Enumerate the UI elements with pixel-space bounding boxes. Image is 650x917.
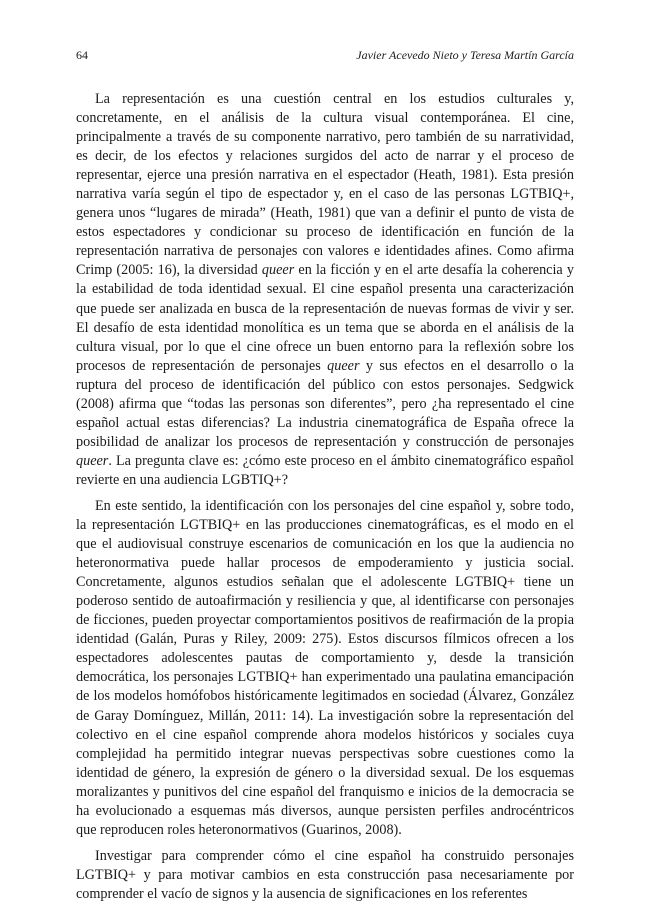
italic-term: queer: [76, 452, 109, 469]
text-segment: en la ficción y en el arte desafía la coherencia y la estabilidad de toda identidad sexual. El cine español presenta una caracterización que puede ser analizada en busca de la representación de nuevas formas de vivir y ser. El desafío de esta identidad monolítica es un tema que se aborda en el análisis de la cultura visual, por lo que el cine ofrece un buen entorno para la reflexión sobre los procesos de representación de personajes: [76, 262, 574, 374]
text-segment: La representación es una cuestión central en los estudios culturales y, concretamente, en el análisis de la cultura visual contemporánea. El cine, principalmente a través de su componente narrativo, pero también de su narratividad, es decir, de los efectos y relaciones surgidos del acto de narrar y el proceso de representar, ejerce una presión narrativa en el espectador (Heath, 1981). Esta presión narrativa varía según el tipo de espectador y, en el caso de las personas LGTBIQ+, genera unos “lugares de mirada” (Heath, 1981) que van a definir el punto de vista de estos espectadores y condicionar su proceso de identificación en función de la representación narrativa de personajes con valores e identidades afines. Como afirma Crimp (2005: 16), la diversidad: [76, 91, 574, 279]
text-segment: En este sentido, la identificación con los personajes del cine español y, sobre todo, la representación LGTBIQ+ en las producciones cinematográficas, es el modo en el que el audiovisual construye escenarios de comunicación en los que la audiencia no heteronormativa puede hallar procesos de empoderamiento y justicia social. Concretamente, algunos estudios señalan que el adolescente LGTBIQ+ tiene un poderoso sentido de autoafirmación y resiliencia y que, al identificarse con personajes de ficciones, pueden proyectar comportamientos positivos de reafirmación de la propia identidad (Galán, Puras y Riley, 2009: 275). Estos discursos fílmicos ofrecen a los espectadores adolescentes pautas de comportamiento y, desde la transición democrática, los personajes LGTBIQ+ han experimentado una paulatina emancipación de los modelos homófobos históricamente legitimados en sociedad (Álvarez, González de Garay Domínguez, Millán, 2011: 14). La investigación sobre la representación del colectivo en el cine español comprende ahora modelos históricos y sociales cuya complejidad ha permitido integrar nuevas perspectivas sobre cuestiones como la identidad de género, la expresión de género o la diversidad sexual. De los esquemas moralizantes y punitivos del cine español del franquismo e inicios de la democracia se ha evolucionado a esquemas más diversos, aunque persisten perfiles androcéntricos que reproducen roles heteronormativos (Guarinos, 2008).: [76, 497, 574, 838]
text-segment: Investigar para comprender cómo el cine español ha construido personajes LGTBIQ+ y para motivar cambios en esta construcción pasa necesariamente por comprender el vacío de signos y la ausencia de significaciones en los referentes: [76, 847, 574, 902]
page-header: [76, 48, 574, 66]
paragraph-1: [76, 90, 574, 490]
italic-term: queer: [327, 357, 360, 374]
running-head-authors: Javier Acevedo Nieto y Teresa Martín García: [356, 48, 574, 62]
text-segment: . La pregunta clave es: ¿cómo este proceso en el ámbito cinematográfico español revierte en una audiencia LGBTIQ+?: [76, 452, 574, 488]
page-number: 64: [76, 48, 88, 62]
body-text: [76, 90, 574, 904]
text-segment: y sus efectos en el desarrollo o la ruptura del proceso de identificación del público con estos personajes. Sedgwick (2008) afirma que “todas las personas son diferentes”, pero ¿ha representado el cine español actual estas diferencias? La industria cinematográfica de España ofrece la posibilidad de analizar los procesos de representación y construcción de personajes: [76, 357, 574, 450]
paragraph-2: [76, 497, 574, 840]
paragraph-3: [76, 847, 574, 904]
italic-term: queer: [261, 262, 295, 279]
